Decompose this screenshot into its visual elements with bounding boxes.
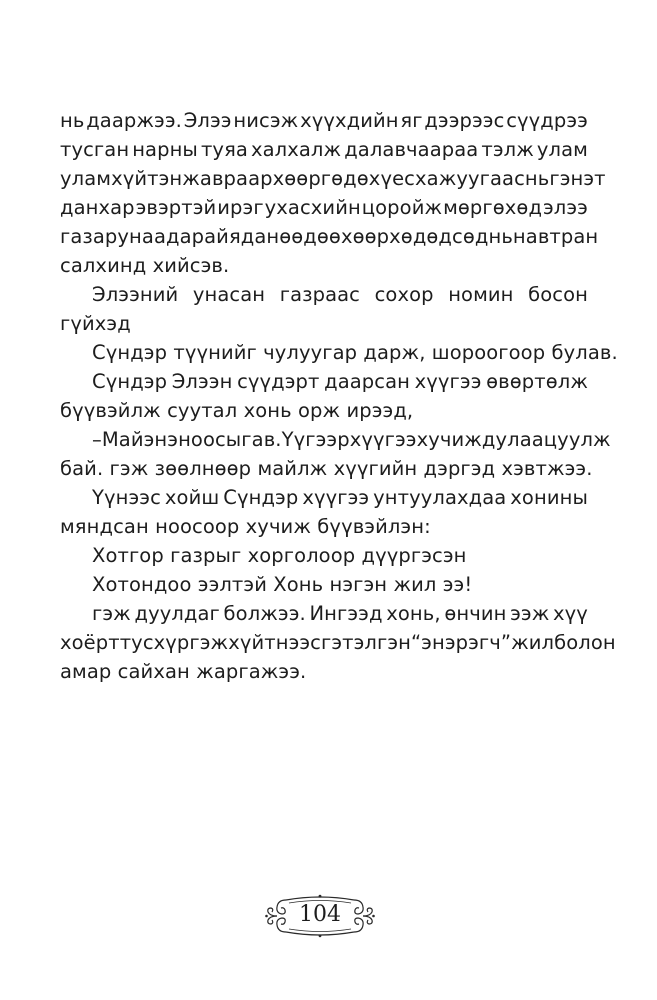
word: хонины bbox=[510, 486, 588, 509]
text-line-16: Хотгор газрыг хорголоор дүүргэсэн bbox=[92, 544, 467, 567]
word: элээ bbox=[543, 196, 588, 219]
word: Үүгээр bbox=[281, 428, 350, 451]
text-line-14 bbox=[92, 483, 588, 513]
word: хоёрт bbox=[60, 631, 120, 654]
word: сохор bbox=[374, 283, 434, 306]
word: энэ bbox=[143, 428, 179, 451]
word: Элээний bbox=[92, 283, 179, 306]
word: нь bbox=[488, 225, 513, 248]
word: хажуугаас bbox=[415, 167, 525, 190]
word: улам bbox=[60, 167, 112, 190]
word: өнчин bbox=[444, 602, 507, 625]
word: даарсан bbox=[324, 370, 411, 393]
word: унаад bbox=[117, 225, 180, 248]
word: хүйтэн bbox=[111, 167, 183, 190]
word: Элээн bbox=[171, 370, 233, 393]
text-line-19 bbox=[60, 628, 616, 658]
word: навтран bbox=[512, 225, 599, 248]
text-line-12 bbox=[92, 425, 611, 455]
word: сүүдэрт bbox=[237, 370, 320, 393]
word: өвөртөлж bbox=[486, 370, 588, 393]
word: нарны bbox=[132, 138, 198, 161]
word: болон bbox=[554, 631, 616, 654]
word: тус bbox=[119, 631, 154, 654]
word: нь bbox=[524, 167, 550, 190]
word: босон bbox=[528, 283, 588, 306]
word: хөөргөдөх bbox=[272, 167, 381, 190]
word: хучиж bbox=[416, 428, 482, 451]
text-line-9: Сүндэр түүнийг чулуугар дарж, шороогоор булав. bbox=[92, 341, 618, 364]
word: болжээ. bbox=[223, 602, 306, 625]
word: дулаацуулж bbox=[481, 428, 611, 451]
page-number-ornament bbox=[264, 893, 376, 939]
word: нь bbox=[60, 109, 85, 132]
word: үес bbox=[380, 167, 415, 190]
word: ноосыг bbox=[178, 428, 252, 451]
word: номин bbox=[448, 283, 514, 306]
word: газар bbox=[60, 225, 118, 248]
word: далавчаараа bbox=[344, 138, 479, 161]
word: хүүхдийн bbox=[300, 109, 399, 132]
word: өөдөө bbox=[279, 225, 341, 248]
word: гэтэлгэн bbox=[321, 631, 411, 654]
word: Сүндэр bbox=[223, 486, 299, 509]
word: яг bbox=[400, 109, 423, 132]
text-line-17: Хотондоо ээлтэй Хонь нэгэн жил ээ! bbox=[92, 573, 473, 596]
word: сөд bbox=[452, 225, 489, 248]
word: өд bbox=[426, 225, 453, 248]
word: тэлж bbox=[481, 138, 534, 161]
text-line-20: амар сайхан жаргажээ. bbox=[60, 660, 307, 683]
word: мөргөхөд bbox=[443, 196, 543, 219]
word: хүйтнээс bbox=[228, 631, 322, 654]
text-line-18 bbox=[92, 599, 588, 629]
word: – bbox=[92, 428, 102, 451]
word: унасан bbox=[192, 283, 266, 306]
word: Май bbox=[101, 428, 144, 451]
word: улам bbox=[536, 138, 588, 161]
text-line-5 bbox=[60, 222, 599, 252]
word: сүүдрээ bbox=[506, 109, 588, 132]
word: арай bbox=[179, 225, 229, 248]
text-line-11: бүүвэйлж суутал хонь орж ирээд, bbox=[60, 399, 414, 422]
word: хүүгээ bbox=[349, 428, 417, 451]
word: “энэрэгч” bbox=[410, 631, 512, 654]
word: нисэж bbox=[233, 109, 299, 132]
page-number: 104 bbox=[299, 902, 341, 927]
word: хүүгээ bbox=[302, 486, 370, 509]
word: гэж bbox=[92, 602, 131, 625]
text-line-2 bbox=[60, 135, 588, 165]
text-line-4 bbox=[60, 193, 588, 223]
word: унтуулахдаа bbox=[373, 486, 507, 509]
word: Элээ bbox=[183, 109, 232, 132]
word: тусган bbox=[60, 138, 130, 161]
word: Сүндэр bbox=[92, 370, 168, 393]
word: хүргэж bbox=[153, 631, 229, 654]
text-line-10 bbox=[92, 367, 588, 397]
text-line-15: мяндсан ноосоор хучиж бүүвэйлэн: bbox=[60, 515, 431, 538]
word: ирэг bbox=[217, 196, 264, 219]
text-line-13: бай. гэж зөөлнөөр майлж хүүгийн дэргэд хэвтжээ. bbox=[60, 457, 593, 480]
text-line-3 bbox=[60, 164, 606, 194]
word: дээрээс bbox=[424, 109, 505, 132]
word: ядан bbox=[228, 225, 280, 248]
word: ээж bbox=[510, 602, 550, 625]
word: хонь, bbox=[386, 602, 441, 625]
word: халхалж bbox=[250, 138, 342, 161]
word: данхар bbox=[60, 196, 135, 219]
word: хойш bbox=[164, 486, 220, 509]
word: Үүнээс bbox=[92, 486, 161, 509]
word: жавраар bbox=[182, 167, 273, 190]
word: дуулдаг bbox=[134, 602, 220, 625]
word: гэнэт bbox=[549, 167, 606, 190]
word: туяа bbox=[200, 138, 248, 161]
word: эвэртэй bbox=[135, 196, 217, 219]
word: Ингээд bbox=[309, 602, 383, 625]
word: ав. bbox=[251, 428, 282, 451]
text-line-6: салхинд хийсэв. bbox=[60, 254, 230, 277]
word: хөөрхөд bbox=[340, 225, 427, 248]
word: ухасхийн bbox=[264, 196, 361, 219]
word: дааржээ. bbox=[86, 109, 182, 132]
word: хүүгээ bbox=[414, 370, 482, 393]
word: газраас bbox=[279, 283, 360, 306]
word: цоройж bbox=[361, 196, 443, 219]
word: хүү bbox=[553, 602, 588, 625]
text-line-7 bbox=[92, 280, 588, 310]
text-line-8: гүйхэд bbox=[60, 312, 131, 335]
text-line-1 bbox=[60, 106, 588, 136]
word: жил bbox=[511, 631, 555, 654]
